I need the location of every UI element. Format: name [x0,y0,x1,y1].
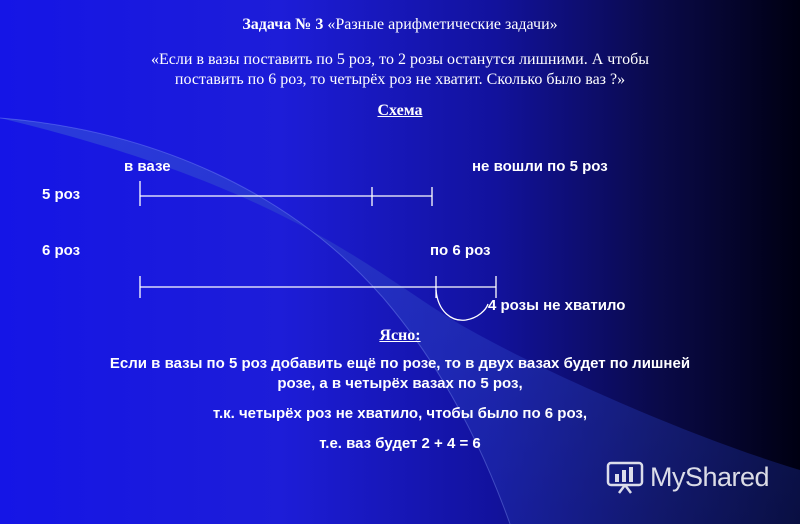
presentation-icon [606,460,644,494]
task-number: Задача № 3 [242,16,324,33]
solution-line-1: Если в вазы по 5 роз добавить ещё по розе, то в двух вазах будет по лишней [109,355,691,372]
label-by6: по 6 роз [430,242,491,259]
solution-line-2: розе, а в четырёх вазах по 5 роз, [277,375,523,392]
solution-text [0,354,800,454]
row1-label: 5 роз [42,186,81,203]
label-missing: 4 розы не хватило [488,297,626,314]
problem-line-2: поставить по 6 роз, то четырёх роз не хватит. Сколько было ваз ?» [174,71,626,88]
task-title: «Разные арифметические задачи» [327,16,558,33]
solution-line-3: т.к. четырёх роз не хватило, чтобы было по 6 роз, [212,405,588,422]
label-in-vase: в вазе [124,158,171,175]
solution-line-4: т.е. ваз будет 2 + 4 = 6 [319,435,481,452]
row2-label: 6 роз [42,242,81,259]
watermark-logo [606,460,769,494]
label-not-fit: не вошли по 5 роз [472,158,608,175]
problem-line-1: «Если в вазы поставить по 5 роз, то 2 розы останутся лишними. А чтобы [151,51,649,68]
watermark-text: MyShared [650,461,770,492]
scheme-title: Схема [377,102,423,119]
solution-title: Ясно: [379,327,421,344]
missing-brace [436,290,488,320]
